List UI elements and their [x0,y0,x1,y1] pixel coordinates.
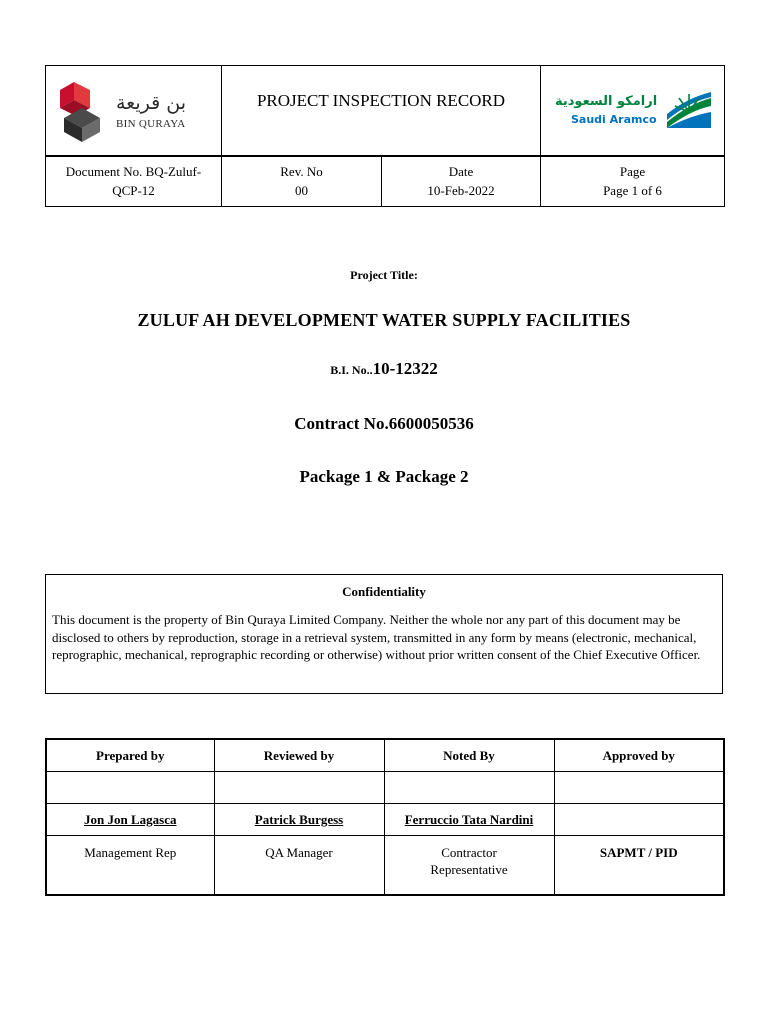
company-name-arabic: بن قريعة [116,92,186,114]
date-value: 10-Feb-2022 [427,183,495,198]
project-title: ZULUF AH DEVELOPMENT WATER SUPPLY FACILITIES [137,310,631,330]
client-name-arabic: ارامكو السعودية [555,94,658,109]
revision-label: Rev. No [280,164,323,179]
date-label: Date [448,164,474,179]
bin-quraya-logo-icon [56,78,108,144]
client-logo-cell [541,66,725,157]
aramco-emblem-icon [667,92,711,128]
company-name-latin: BIN QURAYA [116,118,186,130]
page-value: Page 1 of 6 [603,183,662,198]
header-prepared-by: Prepared by [46,739,214,772]
role-approved-by: SAPMT / PID [554,836,724,896]
document-header [45,65,725,157]
signature-table [45,738,725,896]
revision-value: 00 [295,183,308,198]
name-prepared-by: Jon Jon Lagasca [46,804,214,836]
document-number: Document No. BQ-Zuluf-QCP-12 [46,156,222,207]
confidentiality-title: Confidentiality [342,584,426,599]
project-title-label: Project Title: [350,268,418,282]
role-noted-by: Contractor Representative [384,836,554,896]
role-reviewed-by: QA Manager [214,836,384,896]
bi-number-value: 10-12322 [372,359,438,378]
confidentiality-box [45,574,723,694]
bin-quraya-logo [46,66,222,156]
contract-number: Contract No.6600050536 [294,414,474,433]
header-noted-by: Noted By [384,739,554,772]
signature-cell-prepared [46,772,214,804]
date-cell [382,156,541,207]
signature-cell-approved [554,772,724,804]
company-logo-cell [46,66,222,157]
page-label: Page [619,164,646,179]
name-approved-by [554,804,724,836]
saudi-aramco-logo [541,66,723,156]
bi-number-label: B.I. No.. [330,363,373,377]
name-noted-by: Ferruccio Tata Nardini [384,804,554,836]
page-cell [541,156,725,207]
client-name-latin: Saudi Aramco [571,113,657,126]
package-info: Package 1 & Package 2 [299,467,469,486]
name-reviewed-by: Patrick Burgess [214,804,384,836]
revision-cell [222,156,382,207]
header-reviewed-by: Reviewed by [214,739,384,772]
confidentiality-text: This document is the property of Bin Quraya Limited Company. Neither the whole nor any part of this document may be disclosed to others by reproduction, storage in a retrieval system, transmitted in any form by means (electronic, mechanical, reprographic, mechanical, reprographic recording or otherwise) without prior written consent of the Chief Executive Officer. [52,612,701,662]
bi-number [0,359,768,379]
role-prepared-by: Management Rep [46,836,214,896]
header-approved-by: Approved by [554,739,724,772]
signature-cell-reviewed [214,772,384,804]
signature-cell-noted [384,772,554,804]
document-meta-row [45,155,725,207]
document-title: PROJECT INSPECTION RECORD [222,66,541,157]
